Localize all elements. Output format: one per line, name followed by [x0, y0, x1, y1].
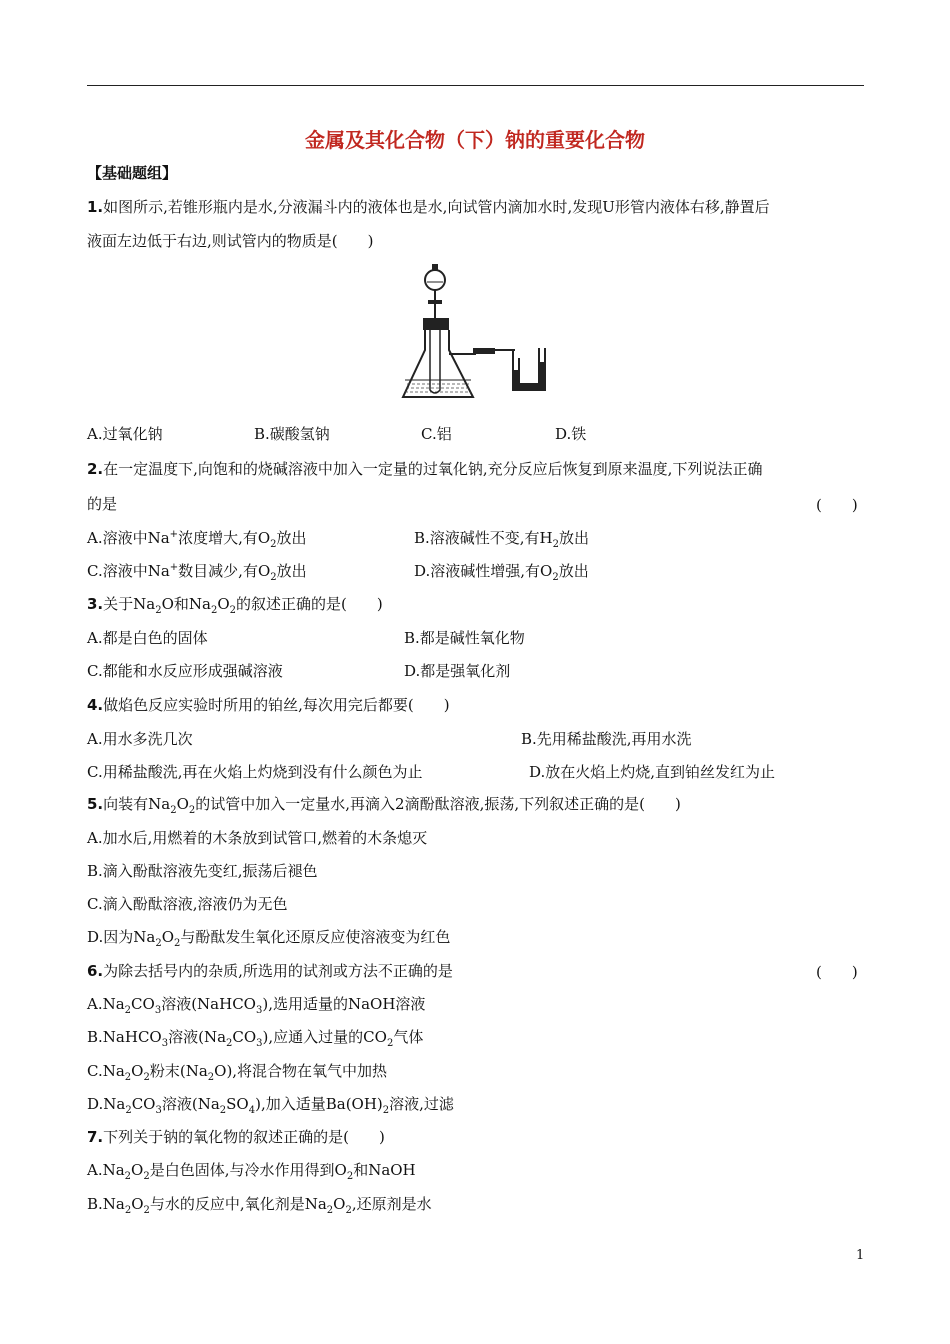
rubber-joint: [473, 348, 495, 354]
q4-number: 4.: [87, 696, 104, 714]
q5-number: 5.: [87, 795, 104, 813]
q7-option-a: $A.Na_2O_2$是白色固体,与冷水作用得到$O_2$和NaOH: [87, 1161, 416, 1182]
q7-number: 7.: [87, 1128, 104, 1146]
u-tube-bottom-liquid: [514, 384, 544, 389]
q1-text1: 如图所示,若锥形瓶内是水,分液漏斗内的液体也是水,向试管内滴加水时,发现U形管内液体右移,静置后: [103, 198, 770, 216]
q6-number: 6.: [87, 962, 104, 980]
funnel-bulb: [425, 270, 445, 290]
conical-flask: [403, 330, 473, 397]
q3-option-a: A.都是白色的固体: [87, 629, 208, 647]
q2-answer-paren: ( ): [816, 496, 858, 514]
page-number: 1: [856, 1248, 865, 1263]
q7-stem: 7.下列关于钠的氧化物的叙述正确的是( ): [87, 1128, 385, 1146]
q6-option-c: $C.Na_2O_2$粉末$(Na_2O)$,将混合物在氧气中加热: [87, 1062, 388, 1083]
q3-stem: 3.关于$Na_2O$和$Na_2O_2$的叙述正确的是( ): [87, 595, 383, 616]
q7-option-b: $B.Na_2O_2$与水的反应中,氧化剂是$Na_2O_2$,还原剂是水: [87, 1195, 432, 1216]
q5-stem: 5.向装有$Na_2O_2$的试管中加入一定量水,再滴入2滴酚酞溶液,振荡,下列叙述正确的是( ): [87, 795, 681, 816]
q5-option-c: C.滴入酚酞溶液,溶液仍为无色: [87, 895, 288, 913]
q2-option-c: C.溶液中Na+数目减少,有$O_2$放出: [87, 562, 307, 583]
q6-option-b: B.NaHCO$_3$溶液$(Na_2CO_3)$,应通入过量的$CO_2$气体: [87, 1028, 424, 1049]
q1-option-a: A.过氧化钠: [87, 425, 163, 443]
q2-text1: 在一定温度下,向饱和的烧碱溶液中加入一定量的过氧化钠,充分反应后恢复到原来温度,下列说法正确: [103, 460, 763, 478]
q2-line2: 的是: [87, 495, 118, 513]
q1-line1: [87, 197, 770, 217]
q3-option-c: C.都能和水反应形成强碱溶液: [87, 662, 283, 680]
q2-number: 2.: [87, 460, 104, 478]
q2-option-b: B.溶液碱性不变,有$H_2$放出: [414, 529, 590, 550]
funnel-stopper: [432, 264, 438, 270]
q2-line1: [87, 459, 762, 479]
q2-option-a: A.溶液中Na+浓度增大,有$O_2$放出: [87, 529, 307, 550]
flask-water-hatching: [405, 384, 471, 392]
q4-option-d: D.放在火焰上灼烧,直到铂丝发红为止: [529, 763, 776, 781]
u-tube-inner: [519, 348, 539, 384]
funnel-stopcock: [428, 300, 442, 304]
q1-option-b: B.碳酸氢钠: [254, 425, 330, 443]
q6-answer-paren: ( ): [816, 963, 858, 981]
q4-option-c: C.用稀盐酸洗,再在火焰上灼烧到没有什么颜色为止: [87, 763, 423, 781]
q1-option-d: D.铁: [555, 425, 587, 443]
q5-option-b: B.滴入酚酞溶液先变红,振荡后褪色: [87, 862, 318, 880]
q1-option-c: C.铝: [421, 425, 452, 443]
q3-option-b: B.都是碱性氧化物: [404, 629, 525, 647]
q1-line2: 液面左边低于右边,则试管内的物质是( ): [87, 232, 374, 250]
apparatus-diagram: [395, 262, 555, 407]
section-heading: 【基础题组】: [87, 164, 178, 182]
test-tube: [430, 330, 440, 393]
q6-option-d: $D.Na_2CO_3$溶液$(Na_2SO_4)$,加入适量$Ba(OH)_2$溶液,过滤: [87, 1095, 454, 1116]
q4-option-b: B.先用稀盐酸洗,再用水洗: [521, 730, 692, 748]
page-title: 金属及其化合物（下）钠的重要化合物: [305, 128, 645, 152]
q6-option-a: $A.Na_2CO_3$溶液(NaHCO$_3$),选用适量的NaOH溶液: [87, 995, 426, 1016]
q4-stem: 4.做焰色反应实验时所用的铂丝,每次用完后都要( ): [87, 696, 450, 714]
header-rule: [87, 85, 864, 86]
flask-stopper: [423, 318, 449, 330]
q5-option-a: A.加水后,用燃着的木条放到试管口,燃着的木条熄灭: [87, 829, 428, 847]
q4-option-a: A.用水多洗几次: [87, 730, 193, 748]
q3-option-d: D.都是强氧化剂: [404, 662, 511, 680]
q5-option-d: D.因为$Na_2O_2$与酚酞发生氧化还原反应使溶液变为红色: [87, 928, 451, 949]
q3-number: 3.: [87, 595, 104, 613]
q1-number: 1.: [87, 198, 104, 216]
q6-stem: 6.为除去括号内的杂质,所选用的试剂或方法不正确的是: [87, 962, 453, 980]
q2-option-d: D.溶液碱性增强,有$O_2$放出: [414, 562, 589, 583]
